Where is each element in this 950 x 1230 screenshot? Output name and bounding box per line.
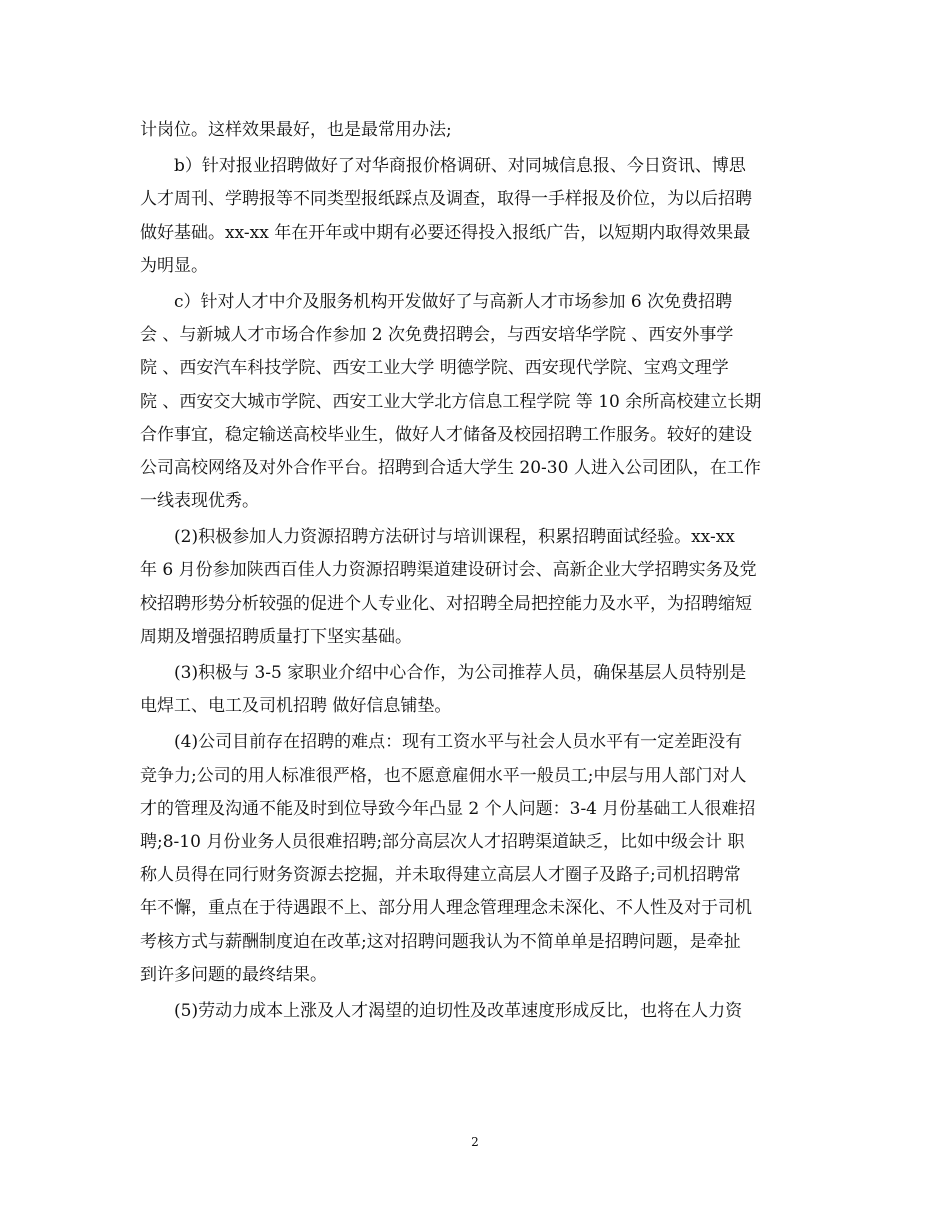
text-line: 做好基础。xx-xx 年在开年或中期有必要还得投入报纸广告，以短期内取得效果最: [140, 222, 751, 243]
paragraph: [140, 521, 810, 654]
text-line: 年不懈，重点在于待遇跟不上、部分用人理念管理理念未深化、不人性及对于司机: [140, 898, 752, 919]
text-line: 称人员得在同行财务资源去挖掘，并未取得建立高层人才圈子及路子;司机招聘常: [140, 865, 741, 886]
text-line: 聘;8-10 月份业务人员很难招聘;部分高层次人才招聘渠道缺乏，比如中级会计 职: [140, 831, 745, 852]
paragraph: [140, 286, 810, 518]
paragraph: [140, 150, 810, 283]
paragraph: [140, 726, 810, 992]
text-line: 会 、与新城人才市场合作参加 2 次免费招聘会，与西安培华学院 、西安外事学: [140, 325, 734, 346]
text-line: 校招聘形势分析较强的促进个人专业化、对招聘全局把控能力及水平，为招聘缩短: [140, 593, 752, 614]
text-line: 计岗位。这样效果最好，也是最常用办法;: [140, 120, 452, 140]
text-line: 年 6 月份参加陕西百佳人力资源招聘渠道建设研讨会、高新企业大学招聘实务及党: [140, 560, 757, 581]
paragraph: [140, 657, 810, 723]
text-line: 合作事宜，稳定输送高校毕业生，做好人才储备及校园招聘工作服务。较好的建设: [140, 424, 752, 445]
document-body: [140, 114, 810, 1028]
text-line: 电焊工、电工及司机招聘 做好信息铺垫。: [140, 696, 452, 717]
text-line: 人才周刊、学聘报等不同类型报纸踩点及调查，取得一手样报及价位，为以后招聘: [140, 189, 752, 210]
text-line: 为明显。: [140, 255, 208, 276]
text-line: 竞争力;公司的用人标准很严格，也不愿意雇佣水平一般员工;中层与用人部门对人: [140, 765, 747, 786]
text-line: (3)积极与 3-5 家职业介绍中心合作，为公司推荐人员，确保基层人员特别是: [174, 663, 747, 683]
paragraph: [140, 114, 810, 147]
text-line: c）针对人才中介及服务机构开发做好了与高新人才市场参加 6 次免费招聘: [174, 291, 733, 312]
text-line: 公司高校网络及对外合作平台。招聘到合适大学生 20-30 人进入公司团队，在工作: [140, 457, 761, 478]
text-line: 考核方式与薪酬制度迫在改革;这对招聘问题我认为不简单单是招聘问题，是牵扯: [140, 931, 741, 952]
paragraph: [140, 995, 810, 1028]
page-number: 2: [471, 1135, 479, 1149]
text-line: 周期及增强招聘质量打下坚实基础。: [140, 626, 412, 647]
text-line: 院 、西安汽车科技学院、西安工业大学 明德学院、西安现代学院、宝鸡文理学: [140, 358, 729, 379]
text-line: 一线表现优秀。: [140, 491, 259, 512]
text-line: (2)积极参加人力资源招聘方法研讨与培训课程，积累招聘面试经验。xx-xx: [174, 527, 735, 548]
text-line: b）针对报业招聘做好了对华商报价格调研、对同城信息报、今日资讯、博思: [174, 156, 746, 177]
text-line: 才的管理及沟通不能及时到位导致今年凸显 2 个人问题：3-4 月份基础工人很难招: [140, 798, 756, 819]
text-line: 到许多问题的最终结果。: [140, 964, 327, 985]
text-line: (4)公司目前存在招聘的难点：现有工资水平与社会人员水平有一定差距没有: [174, 732, 743, 753]
text-line: 院 、西安交大城市学院、西安工业大学北方信息工程学院 等 10 余所高校建立长期: [140, 391, 762, 412]
text-line: (5)劳动力成本上涨及人才渴望的迫切性及改革速度形成反比，也将在人力资: [174, 1000, 743, 1021]
